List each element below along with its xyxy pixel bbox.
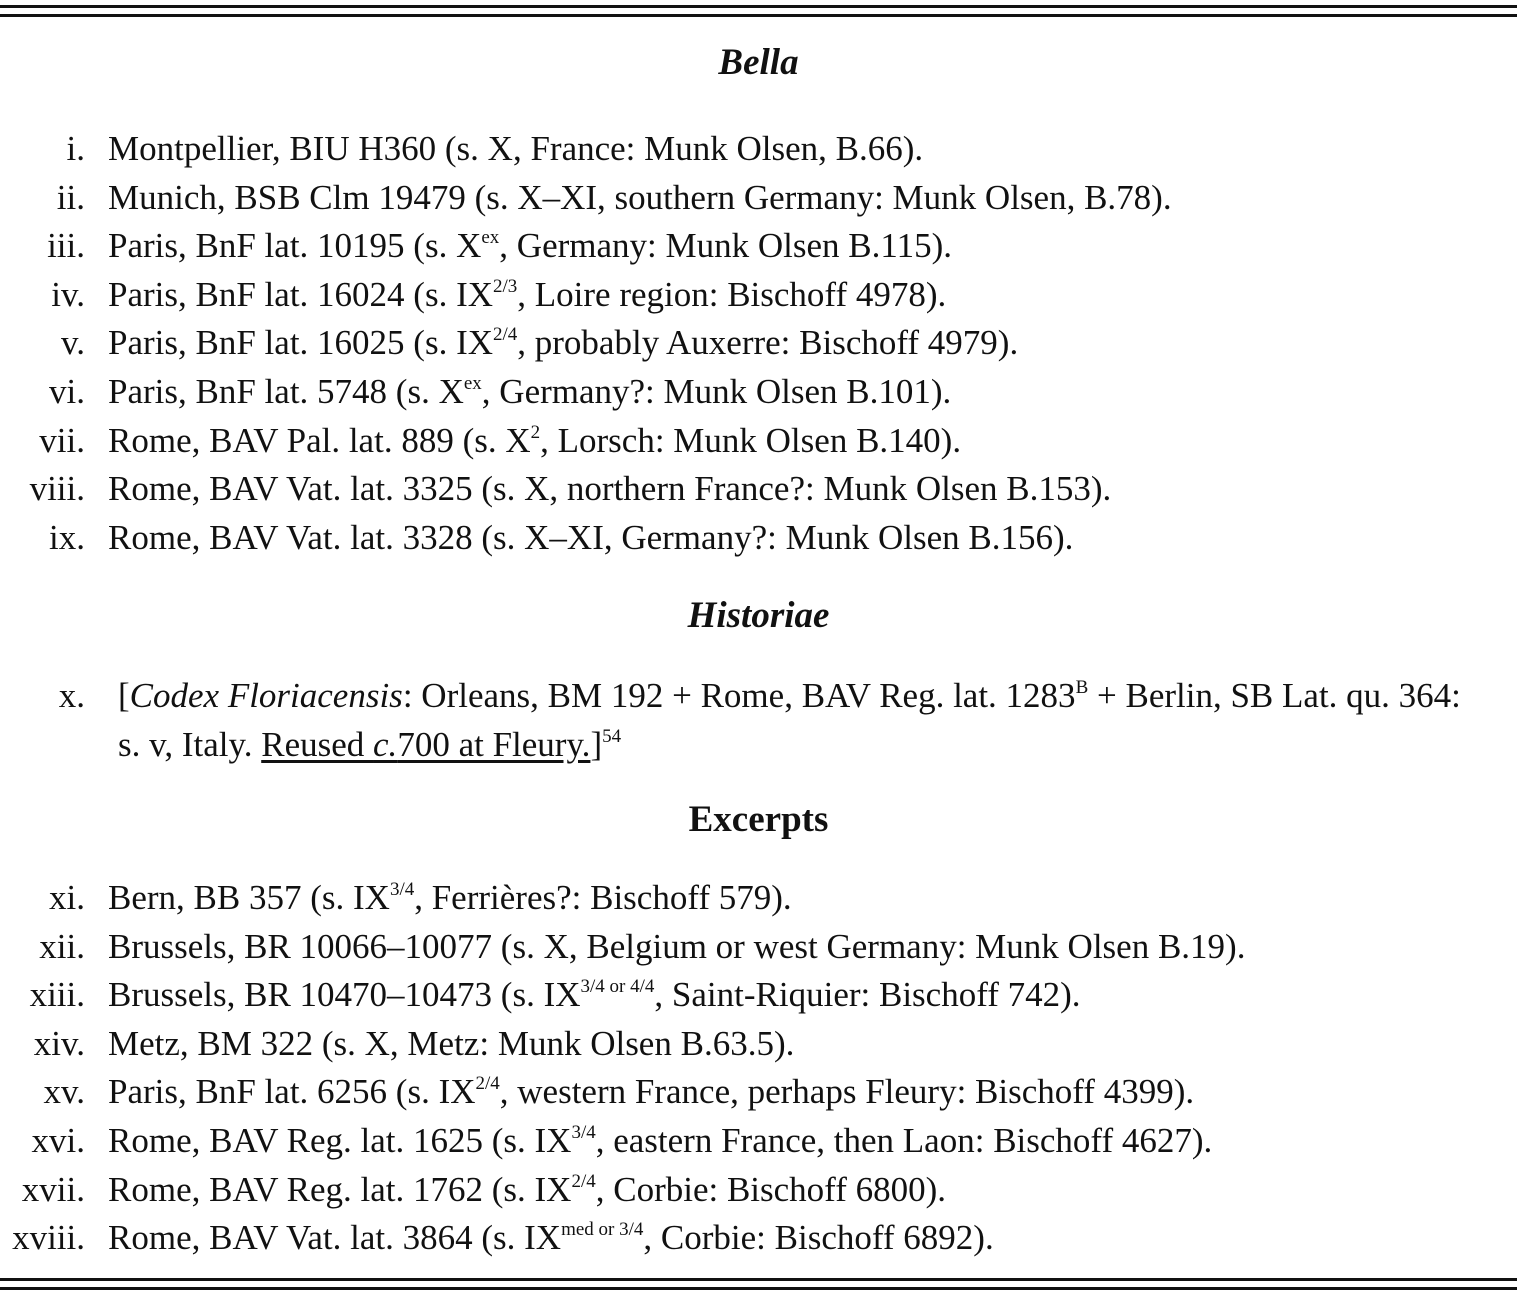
entry-text-pre: Rome, BAV Reg. lat. 1625 (s. IX (108, 1121, 572, 1160)
entry-text-pre: Paris, BnF lat. 6256 (s. IX (108, 1072, 476, 1112)
entry-number: xiv. (33, 1023, 85, 1063)
entry-text (118, 671, 1488, 769)
entry-superscript: 3/4 (389, 879, 415, 900)
entry-text (108, 925, 1245, 969)
entry-number: xv. (43, 1072, 85, 1112)
entry-number: x. (58, 676, 85, 715)
entry-text-post: , western France, perhaps Fleury: Bischoff 4399). (499, 1072, 1195, 1112)
entry-text (108, 876, 792, 920)
entry-number: viii. (29, 469, 85, 509)
entry-text-pre: Rome, BAV Vat. lat. 3325 (s. X, northern France?: Munk Olsen B.153). (108, 469, 1112, 509)
entry-superscript: ex (481, 227, 500, 249)
entry-number: ii. (56, 177, 85, 217)
entry-text-post: , Ferrières?: Bischoff 579). (414, 878, 792, 917)
entry-superscript: 2/4 (493, 324, 518, 346)
underline-post: 700 at Fleury. (397, 725, 591, 764)
entry-text (108, 419, 961, 463)
bracket-open: [ (118, 676, 130, 715)
top-rule (0, 5, 1517, 8)
entry-text-pre: Paris, BnF lat. 16024 (s. IX (108, 274, 493, 314)
entry-number: xvii. (21, 1169, 85, 1209)
entry-superscript: 2/3 (493, 275, 518, 297)
entry-text-post: , eastern France, then Laon: Bischoff 4627). (595, 1121, 1213, 1160)
entry-superscript: 2/4 (475, 1073, 500, 1095)
section-title-excerpts: Excerpts (688, 799, 829, 840)
entry-superscript: 2 (530, 421, 541, 443)
entry-text-pre: Metz, BM 322 (s. X, Metz: Munk Olsen B.63.5). (108, 1023, 795, 1063)
entry-text-pre: Bern, BB 357 (s. IX (108, 878, 390, 917)
entry-number: xi. (49, 878, 85, 917)
entry-text-post: , Corbie: Bischoff 6892). (643, 1218, 994, 1258)
bottom-rule-inner (0, 1278, 1517, 1281)
entry-number: iii. (47, 226, 85, 266)
underline-pre: Reused (261, 725, 374, 764)
entry-text-post: , Loire region: Bischoff 4978). (517, 274, 947, 314)
entry-text-post: , Corbie: Bischoff 6800). (595, 1169, 947, 1209)
entry-text-pre: Rome, BAV Vat. lat. 3328 (s. X–XI, Germany?: Munk Olsen B.156). (108, 517, 1074, 557)
entry-number: vii. (39, 420, 85, 460)
entry-text (108, 1022, 794, 1066)
entry-number: iv. (51, 274, 85, 314)
section-title-historiae: Historiae (687, 595, 830, 636)
entry-text-post: , probably Auxerre: Bischoff 4979). (517, 323, 1019, 363)
entry-text-pre: Montpellier, BIU H360 (s. X, France: Munk Olsen, B.66). (108, 129, 924, 168)
entry-superscript: med or 3/4 (561, 1219, 644, 1241)
entry-superscript: 3/4 (571, 1122, 596, 1143)
entry-superscript: ex (463, 373, 482, 394)
entry-text-mid: : Orleans, BM 192 + Rome, BAV Reg. lat. 1283 (402, 676, 1076, 715)
section-title-bella: Bella (718, 42, 799, 83)
top-rule-inner (0, 14, 1517, 17)
entry-text (108, 1119, 1212, 1163)
footnote-marker: 54 (602, 726, 622, 747)
entry-text (108, 224, 952, 268)
entry-number: xii. (39, 926, 85, 966)
entry-number: xiii. (29, 975, 85, 1015)
entry-text-pre: Paris, BnF lat. 10195 (s. X (108, 226, 482, 266)
entry-text (108, 321, 1018, 365)
entry-superscript: 3/4 or 4/4 (580, 976, 655, 998)
entry-text-pre: Rome, BAV Pal. lat. 889 (s. X (108, 420, 531, 460)
codex-name: Codex Floriacensis (129, 676, 403, 715)
entry-text-pre: Munich, BSB Clm 19479 (s. X–XI, southern Germany: Munk Olsen, B.78). (108, 177, 1172, 217)
entry-text-post: , Lorsch: Munk Olsen B.140). (540, 420, 962, 460)
entry-text (108, 1168, 946, 1212)
superscript-b: B (1075, 677, 1089, 698)
entry-text (108, 1070, 1194, 1114)
entry-text (108, 273, 946, 317)
entry-text (108, 973, 1081, 1017)
entry-text (108, 127, 923, 171)
entry-number: ix. (49, 517, 85, 557)
entry-text-pre: Rome, BAV Vat. lat. 3864 (s. IX (108, 1218, 562, 1258)
entry-text-mid2: + Berlin, SB Lat. qu. 364: s. v, Italy. (118, 676, 1461, 764)
underline-italic: c. (373, 725, 398, 764)
bracket-close: ] (590, 725, 603, 764)
entry-superscript: 2/4 (571, 1170, 596, 1192)
entry-text-pre: Rome, BAV Reg. lat. 1762 (s. IX (108, 1169, 572, 1209)
entry-number: xvi. (31, 1121, 85, 1160)
entry-text-post: , Germany?: Munk Olsen B.101). (481, 372, 952, 411)
entry-text-pre: Brussels, BR 10470–10473 (s. IX (108, 975, 581, 1015)
entry-text-pre: Brussels, BR 10066–10077 (s. X, Belgium or west Germany: Munk Olsen B.19). (108, 926, 1246, 966)
entry-text (108, 176, 1172, 220)
bottom-rule (0, 1287, 1517, 1290)
entry-text-post: , Saint-Riquier: Bischoff 742). (654, 975, 1081, 1015)
entry-number: vi. (49, 372, 85, 411)
entry-text-post: , Germany: Munk Olsen B.115). (499, 226, 952, 266)
entry-text (108, 516, 1073, 560)
entry-number: xviii. (12, 1218, 85, 1258)
entry-text (108, 1216, 994, 1260)
entry-number: v. (61, 323, 85, 363)
entry-text-pre: Paris, BnF lat. 16025 (s. IX (108, 323, 493, 363)
entry-text-pre: Paris, BnF lat. 5748 (s. X (108, 372, 464, 411)
entry-text (108, 370, 951, 414)
underlined-note (261, 725, 590, 764)
entry-number: i. (66, 129, 85, 168)
entry-text (108, 467, 1111, 511)
